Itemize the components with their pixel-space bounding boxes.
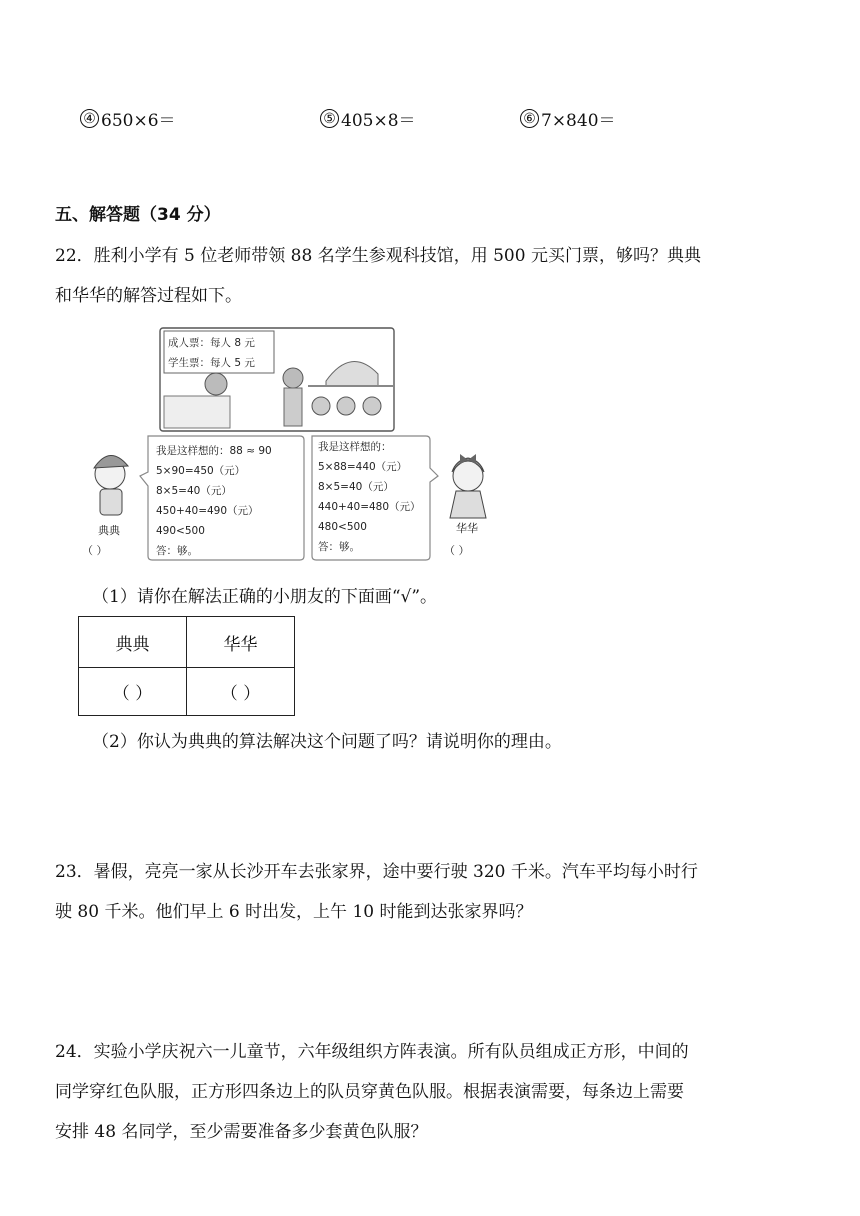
- hua-hua-answer-paren: （ ）: [444, 544, 470, 557]
- student-figure: [337, 397, 355, 415]
- calc-expression: 405×8＝: [341, 111, 416, 131]
- question-22: [55, 236, 805, 316]
- question-22-sub-1: （1）请你在解法正确的小朋友的下面画“√”。: [92, 587, 438, 607]
- hua-line-6: 答：够。: [318, 541, 360, 553]
- calc-expression: 650×6＝: [101, 111, 176, 131]
- hua-line-3: 8×5=40（元）: [318, 481, 394, 493]
- hua-hua-dress: [450, 491, 486, 518]
- dian-dian-body: [100, 489, 122, 515]
- question-23: [55, 852, 805, 932]
- circled-number: ⑥: [520, 109, 539, 128]
- hua-line-5: 480<500: [318, 521, 367, 533]
- hua-hua-name: 华华: [456, 522, 478, 535]
- dian-line-4: 450+40=490（元）: [156, 505, 259, 517]
- ticket-seller: [205, 373, 227, 395]
- section-title: 五、解答题（34 分）: [55, 205, 221, 225]
- dian-dian-answer-paren: （ ）: [82, 544, 108, 557]
- question-22-line-1: 22．胜利小学有 5 位老师带领 88 名学生参观科技馆，用 500 元买门票，够吗？典典: [55, 246, 701, 266]
- calc-expression: 7×840＝: [541, 111, 616, 131]
- question-24-line-3: 安排 48 名同学，至少需要准备多少套黄色队服？: [55, 1122, 428, 1142]
- dian-dian-cap: [94, 455, 128, 468]
- question-22-line-2: 和华华的解答过程如下。: [55, 286, 242, 306]
- dian-line-1: 我是这样想的：88 ≈ 90: [156, 445, 272, 457]
- question-23-line-1: 23．暑假，亮亮一家从长沙开车去张家界，途中要行驶 320 千米。汽车平均每小时行: [55, 862, 698, 882]
- teacher-body: [284, 388, 302, 426]
- student-figure: [363, 397, 381, 415]
- adult-price: 成人票：每人 8 元: [168, 337, 255, 349]
- question-24-line-2: 同学穿红色队服，正方形四条边上的队员穿黄色队服。根据表演需要，每条边上需要: [55, 1082, 684, 1102]
- dian-dian-name: 典典: [98, 524, 120, 537]
- circled-number: ⑤: [320, 109, 339, 128]
- question-24-line-1: 24．实验小学庆祝六一儿童节，六年级组织方阵表演。所有队员组成正方形，中间的: [55, 1042, 689, 1062]
- table-header-dian: 典典: [79, 617, 187, 668]
- hua-line-2: 5×88=440（元）: [318, 461, 408, 473]
- answer-table: [78, 616, 295, 716]
- calc-item-6: [520, 106, 616, 131]
- dian-line-3: 8×5=40（元）: [156, 485, 232, 497]
- dian-line-5: 490<500: [156, 525, 205, 537]
- circled-number: ④: [80, 109, 99, 128]
- ticket-illustration: [76, 326, 506, 562]
- hua-line-1: 我是这样想的：: [318, 441, 392, 453]
- question-23-line-2: 驶 80 千米。他们早上 6 时出发，上午 10 时能到达张家界吗？: [55, 902, 533, 922]
- student-figure: [312, 397, 330, 415]
- hua-line-4: 440+40=480（元）: [318, 501, 421, 513]
- teacher: [283, 368, 303, 388]
- question-24: [55, 1032, 805, 1152]
- calc-item-4: [80, 106, 176, 131]
- table-header-hua: 华华: [187, 617, 295, 668]
- question-22-sub-2: （2）你认为典典的算法解决这个问题了吗？请说明你的理由。: [92, 732, 562, 752]
- dian-line-2: 5×90=450（元）: [156, 465, 246, 477]
- answer-cell-dian[interactable]: （ ）: [79, 668, 187, 716]
- calc-item-5: [320, 106, 416, 131]
- ticket-counter: [164, 396, 230, 428]
- dian-line-6: 答：够。: [156, 545, 198, 557]
- student-price: 学生票：每人 5 元: [168, 357, 255, 369]
- answer-cell-hua[interactable]: （ ）: [187, 668, 295, 716]
